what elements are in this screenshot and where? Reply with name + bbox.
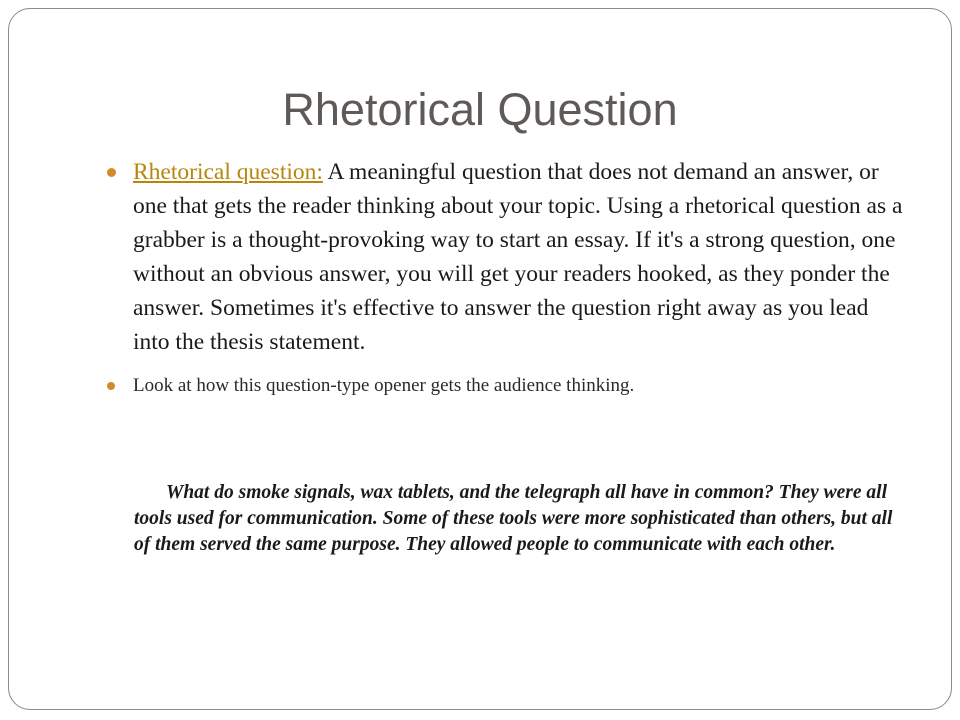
bullet-item-definition [105,155,905,359]
bullet-dot-icon [107,382,115,390]
bullet-dot-icon [107,168,116,177]
slide-title: Rhetorical Question [282,84,678,135]
look-text: Look at how this question-type opener gets the audience thinking. [133,375,635,396]
definition-text: A meaningful question that does not demand an answer, or one that gets the reader thinking about your topic. Using a rhetorical question as a grabber is a thought-provoking way to start an essay. If it's a strong question, one without an obvious answer, you will get your readers hooked, as they ponder the answer. Sometimes it's effective to answer the question right away as you lead into the thesis statement. [133,159,903,355]
example-paragraph: What do smoke signals, wax tablets, and the telegraph all have in common? They were all tools used for communication. Some of these tools were more sophisticated than others, but all of them served the same purpose. They allowed people to communicate with each other. [134,482,893,555]
bullet-item-look [105,373,905,399]
rhetorical-question-link[interactable]: Rhetorical question: [133,159,323,185]
bullet-list [105,155,905,399]
